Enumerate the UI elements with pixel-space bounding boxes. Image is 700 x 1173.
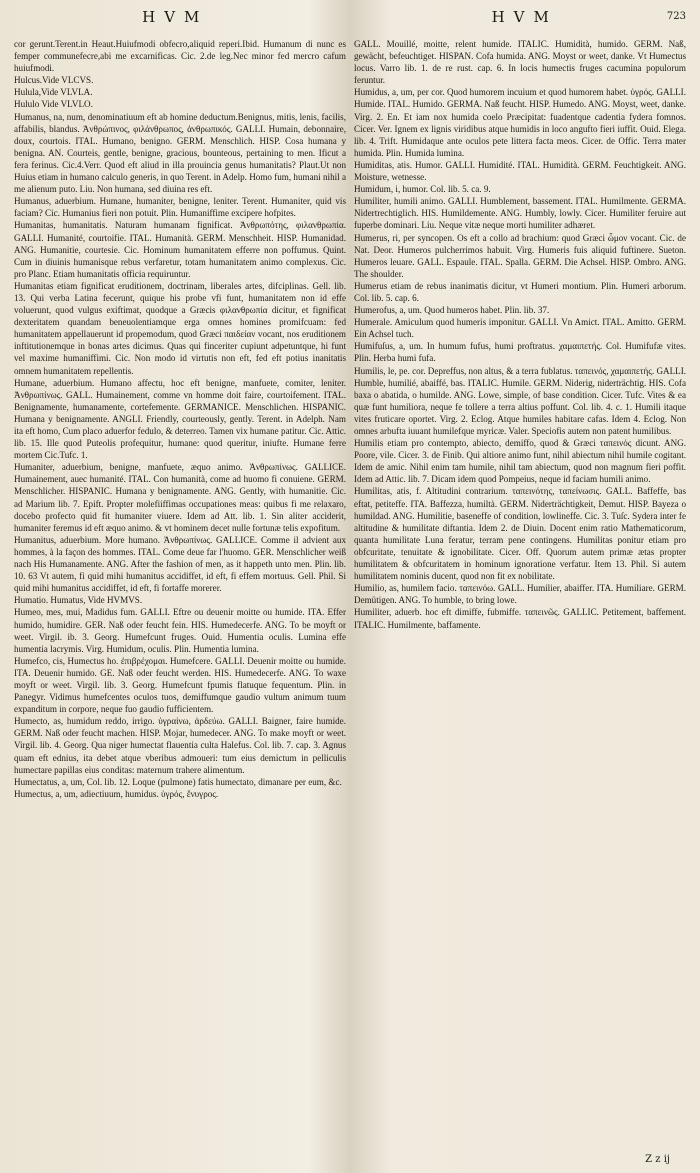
dictionary-entry: Humanus, na, num, denominatiuum eft ab homine deductum.Benignus, mitis, lenis, facilis, affabilis, blandus. Ἀνθρώπινος, φιλάνθρωπος, ἀνθρωπικός. GALLI. Humain, debonnaire, doux, courtois. ITAL. Humano, benigno. GERM. Menschlich. HISP. Cosa humana y benigna. AN. Courteis, gentle, benigne, gracious, bounteous, pertaining to men. Ificut a fera ferinus. Cic.4.Verr. Quod eft aliud in illa prouincia genus humanitatis? Plaut.Ut non Huius etiam in humano calculo generis, in quo Terent. in Adelp. Homo fum, humani nihil a me alienum puto. Liu. Non humana, sed diuina res eft.: [14, 111, 346, 195]
dictionary-entry: Humanitas etiam fignificat eruditionem, doctrinam, liberales artes, difciplinas. Gell. lib. 13. Qui verba Latina fecerunt, quique his probe vfi funt, humanitatem non id effe voluerunt, quod vulgus exiftimat, quodque a Græcis φιλανθρωπία dicitur, et fignificat dexteritatem quandam beneuolentiamque erga omnes homines promifcuam: fed humanitatem appellauerunt id propemodum, quod Græci παιδείαν vocant, nos eruditionem inftitutionemque in bonas artes dicimus. Quas qui finceriter cupiunt adpetuntque, hi funt vel maxime humaniffimi. Cic. Non modo id virtutis non eft, fed eft potius inanitatis omnem humanitatem repellentis.: [14, 280, 346, 376]
dictionary-entry: Humectatus, a, um, Col. lib. 12. Loque (pulmone) fatis humectato, dimanare per eum, &c.: [14, 776, 342, 787]
dictionary-entry: Humilio, as, humilem facio. ταπεινόω. GALL. Humilier, abaiffer. ITA. Humiliare. GERM. Demütigen. ANG. To humble, to bring lowe.: [354, 583, 686, 606]
dictionary-entry: Hulula,Vide VLVLA.: [14, 87, 93, 98]
dictionary-entry: Humeo, mes, mui, Madidus fum. GALLI. Eftre ou deuenir moitte ou humide. ITA. Effer humido, humidire. GER. Naß oder feucht fein. HIS. Humedecerfe. ANG. To be moyft or weet. Virgil. ib. 3. Georg. Humefcunt fruges. Ouid. Humentia oculis. Lumina effe humentia lacrymis. Virg. Humidum, oculis. Plin. Humentia lumina.: [14, 607, 346, 654]
dictionary-entry: Humane, aduerbium. Humano affectu, hoc eft benigne, manfuete, comiter, leniter. Ἀνθρωπίνως. GALL. Humainement, comme vn homme doit faire, courtoifement. ITAL. Benignamente, humanamente, cortefemente. GERMANICE. Menschlichen. HISPANIC. Humana y benignamente. ANGLI. Friendly, courteously, gently. Terent. in Adelph. Nam ita eft homo, Cum placo aduerfor fedulo, & deterreo. Tamen vix humane patitur. Cic. Attic. lib. 15. Ille quod Puteolis profequitur, humane: quod queritur, iniufte. Humane ferre mortem Cic.Tufc. 1.: [14, 377, 346, 461]
dictionary-entry: Humefco, cis, Humectus ho. ἐπιβρέχομαι. Humefcere. GALLI. Deuenir moitte ou humide. ITA. Deuenir humido. GE. Naß oder feucht werden. HIS. Humedecerfe. ANG. To waxe moyft or weet. Virgil. lib. 3. Georg. Humefcunt fpumis flatuque fequentum. Plin. in Panegyr. Vidimus humefcentes oculos tuos, demiffumque gaudio vultum animum tuum expanditum in corpore, neque fuo gaudio fufficientem.: [14, 655, 346, 715]
dictionary-entry: Humilis, le, pe. cor. Depreffus, non altus, & a terra fublatus. ταπεινός, χαμαιπετής. GALLI. Humble, humilié, abaiffé, bas. ITALIC. Humile. GERM. Niderig, niderträchtig. HIS. Cofa baxa o abatida, o humilde. ANG. Lowe, simple, of base condition. Cicer. Tufc. Vites & ea quæ funt humiliora, neque fe tollere a terra altius poffunt. Col. lib. 4. c. 1. Humili itaque vites fruticare oportet. Virg. 2. Eclog. Atque humiles habitare cafas. Idem 4. Eclog. Non omnes arbufta iuuant humilefque myricæ. Valer. Speciofis autem non patent humilibus.: [354, 365, 686, 436]
dictionary-entry: Humaniter, aduerbium, benigne, manfuete, æquo animo. Ἀνθρωπίνως. GALLICE. Humainement, auec humanité. ITAL. Con humanità, come ad huomo fi conuiene. GERM. Menschlicher. HISPANIC. Humana y benignamente. ANG. Gently, with humanitie. Cic. ad Marium lib. 7. Epift. Propter molefiiffimas occupationes meas: quibus fi me relaxaro, docebo profecto quid fit humaniter viuere. Idem ad Att. lib. 1. Sin aliter acciderit, humaniter feremus id eft æquo animo. & vt hominem decet nulle fortunæ telis expofitum.: [14, 462, 346, 533]
dictionary-entry: Humerofus, a, um. Quod humeros habet. Plin. lib. 37.: [354, 305, 550, 316]
dictionary-entry: Humectus, a, um, adiectiuum, humidus. ὑγρός, ἔνυγρος.: [14, 788, 219, 799]
header-right-text: HVM: [491, 8, 558, 26]
left-column: [14, 38, 346, 1153]
dictionary-entry: Humiditas, atis. Humor. GALLI. Humidité. ITAL. Humidità. GERM. Feuchtigkeit. ANG. Moisture, wetnesse.: [354, 159, 686, 183]
running-header: [14, 8, 686, 38]
dictionary-entry: Humerale. Amiculum quod humeris imponitur. GALLI. Vn Amict. ITAL. Amitto. GERM. Ein Achsel tuch.: [354, 317, 686, 340]
dictionary-entry: Humerus etiam de rebus inanimatis dicitur, vt Humeri montium. Plin. Humeri arborum. Col. lib. 5. cap. 6.: [354, 280, 686, 303]
right-column: [354, 38, 686, 1153]
dictionary-entry: Humerus, ri, per syncopen. Os eft a collo ad brachium: quod Græci ὦμον vocant. Cic. de Nat. Deor. Humeros pulcherrimos habuit. Virg. Humeris fuis aliquid fuftinere. Sueton. Humeros leuare. GALL. Espaule. ITAL. Spalla. GERM. Die Achsel. HISP. Ombro. ANG. The shoulder.: [354, 232, 686, 279]
dictionary-entry: Humatio. Humatus, Vide HVMVS.: [14, 595, 143, 606]
dictionary-entry: Humilis etiam pro contempto, abiecto, demiffo, quod & Græci ταπεινός dicunt. ANG. Poore, vile. Cicer. 3. de Finib. Qui altiore animo funt, nihil abiectum nihil humile cogitant. Idem de amic. Nihil enim tam humile, nihil tam abiectum, quod non magnum fieri poffit. Idem ad Attic. lib. 7. Dicam idem quod Pompeius, neque id faciam humili animo.: [354, 438, 686, 485]
dictionary-entry: GALL. Mouillé, moitte, relent humide. ITALIC. Humidità, humido. GERM. Naß, gewächt, befeuchtiget. HISPAN. Cofa humida. ANG. Moyst or weet, danke. Vt Humectus locus. Varro lib. 1. de re rust. cap. 6. In locis humectis fruges cacumina populorum feruntur.: [354, 39, 686, 86]
dictionary-entry: Humidus, a, um, per cor. Quod humorem incuium et quod humorem habet. ὑγρός. GALLI. Humide. ITAL. Humido. GERMA. Naß feucht. HISP. Humedo. ANG. Moyst, weet, danke. Virg. 2. En. Et iam nox humida coelo Præcipitat: fuadentque cadentia fydera fomnos. Cicer. Ver. Ignem ex lignis viridibus atque humidis in loco angufto fieri iuffit. Ouid. Elega. lib. 4. Trift. Humidaque ante oculos pete littera facta meos. Cicer. de Offic. Terra mater humida. Plin. Humida lumina.: [354, 87, 686, 158]
dictionary-entry: Hulcus.Vide VLCVS.: [14, 75, 94, 86]
dictionary-entry: cor gerunt.Terent.in Heaut.Huiufmodi obfecro,aliquid reperi.Ibid. Humanum di nunc es femper communefecre,abi me excarnificas. Cic. 2.de leg.Nec minor fed mercro cafum huiufmodi.: [14, 39, 346, 74]
dictionary-entry: Humifuſus, a, um. In humum fufus, humi proftratus. χαμαιπετής. Col. Humifufæ vites. Plin. Herba humi fufa.: [354, 341, 686, 364]
text-columns: [14, 38, 686, 1153]
dictionary-entry: Humanitas, humanitatis. Naturam humanam fignificat. Ἀνθρωπότης, φιλανθρωπία. GALLI. Humanité, courtoifie. ITAL. Humanità. GERM. Menschheit. HISP. Humanidad. ANG. Humanitie, courtesie. Cic. Hominum humanitatem efferre non poffumus. Quint. Cum in diuinis humanisque rebus verfaretur, totam humanitatem animo complexus. Cic. pro Planc. Etiam humanitatis officia requiruntur.: [14, 220, 346, 279]
dictionary-entry: Humiliter, humili animo. GALLI. Humblement, bassement. ITAL. Humilmente. GERMA. Nidertrechtiglich. HIS. Humildemente. ANG. Humbly, lowly. Cicer. Humiliter feruire aut fuperbe dominari. Liu. Neque vitæ neque morti humiliter adhæret.: [354, 196, 686, 231]
page-number: 723: [666, 11, 686, 22]
dictionary-entry: Humiliter, aduerb. hoc eft dimiffe, fubmiffe. ταπεινῶς. GALLIC. Petitement, baffement. ITALIC. Humilmente, baffamente.: [354, 607, 686, 630]
column-gutter: [346, 38, 354, 1153]
header-right-title: [363, 8, 686, 26]
header-left-title: HVM: [142, 8, 209, 26]
dictionary-entry: Hululo Vide VLVLO.: [14, 99, 93, 110]
dictionary-entry: Humecto, as, humidum reddo, irrigo. ὑγραίνω, ἀρδεύω. GALLI. Baigner, faire humide. GERM. Naß oder feucht machen. HISP. Mojar, humedecer. ANG. To make moyft or weet. Virgil. lib. 4. Georg. Qua niger humectat flauentia culta Halefus. Col. lib. 7. cap. 3. Agnus quam eft ednius, ita debet atque vberibus admoueri: tum eius demictum in pelliculis humectare papillas eius conditas: maternum trahere alimentum.: [14, 716, 346, 775]
dictionary-entry: Humilitas, atis, f. Altitudini contrarium. ταπεινότης, ταπείνωσις. GALL. Baffeffe, bas eftat, petiteffe. ITA. Baffezza, humiltà. GERM. Niderträchtigkeit, Demut. HISP. Bayeza o humildad. ANG. Humilitie, baseneffe of condition, lowlineffe. Cic. 3. Tuſc. Sydera inter fe altitudine & humilitate diftantia. Idem 2. de Diuin. Docent enim ratio Mathematicorum, quanta humilitate Luna feratur, terram pene contingens. Humilitas ponitur etiam pro obfcuritate, tenuitate & ignobilitate. Cicer. Off. Quorum autem primæ ætas propter humilitatem & obfcuritatem in hominum ignoratione verfatur. Item 13. Phil. Si autem humilitatem nominis ducent, quod non fit ex nobilitate.: [354, 486, 686, 582]
dictionary-entry: Humanus, aduerbium. Humane, humaniter, benigne, leniter. Terent. Humaniter, quid vis faciam? Cic. Humanius fieri non potuit. Plin. Humaniffime excipere hofpites.: [14, 196, 346, 219]
dictionary-entry: Humanitus, aduerbium. More humano. Ἀνθρωπίνως. GALLICE. Comme il advient aux hommes, à la façon des hommes. ITAL. Come deue far l'huomo. GER. Menschlicher weiß nach His Humanamente. ANG. After the fashion of men, as it happeth unto men. Plin. lib. 10. 63 Vt autem, fi quid mihi humanitus accidiffet, id eft, fi effem mortuus. Gell. Phil. Si quid mihi humanitus accidiffet, id eft, fi fortaffe morerer.: [14, 534, 346, 594]
signature-mark: Z z ij: [645, 1154, 670, 1165]
dictionary-entry: Humidum, i, humor. Col. lib. 5. ca. 9.: [354, 184, 491, 195]
